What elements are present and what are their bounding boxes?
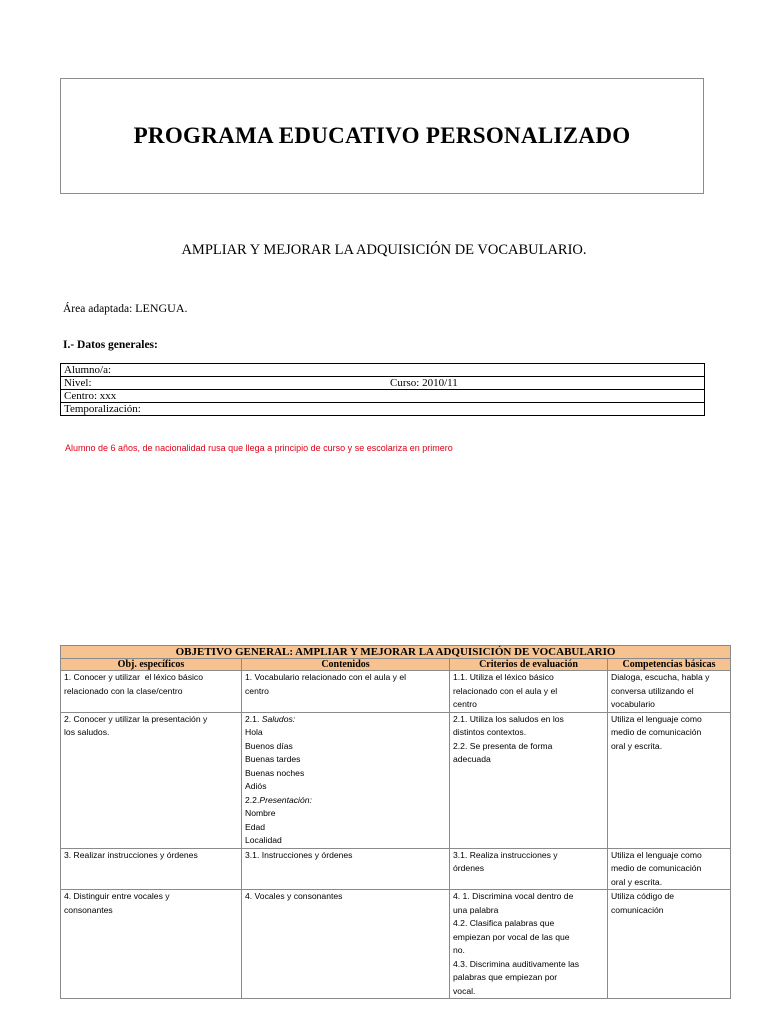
competencias-cell — [608, 712, 731, 848]
cell-line: centro — [245, 685, 269, 696]
temporalizacion-cell: Temporalización: — [61, 403, 705, 416]
presentacion-number: 2.2. — [245, 794, 260, 805]
list-item: Buenos días — [245, 740, 293, 751]
nivel-cell: Nivel: — [61, 377, 387, 390]
list-item: Hola — [245, 727, 263, 737]
general-objective-header: OBJETIVO GENERAL: AMPLIAR Y MEJORAR LA ADQUISICIÓN DE VOCABULARIO — [61, 646, 731, 659]
cell-line: oral y escrita. — [611, 876, 663, 887]
cell-line: oral y escrita. — [611, 740, 663, 751]
table-row — [61, 848, 731, 890]
cell-line: 1.1. Utiliza el léxico básico — [453, 672, 554, 682]
cell-line: Utiliza código de — [611, 891, 675, 901]
cell-line: vocal. — [453, 985, 476, 996]
table-row — [61, 712, 731, 848]
cell-line: medio de comunicación — [611, 863, 702, 873]
table-row — [61, 890, 731, 999]
presentacion-heading: Presentación: — [259, 794, 312, 805]
criterios-cell — [450, 671, 608, 713]
competencias-cell — [608, 848, 731, 890]
cell-line: 3. Realizar instrucciones y órdenes — [64, 849, 198, 860]
list-item: Buenas tardes — [245, 754, 301, 764]
cell-line: Utiliza el lenguaje como — [611, 849, 702, 860]
contenidos-cell — [242, 890, 450, 999]
objectives-table — [60, 645, 731, 999]
column-header: Obj. específicos — [61, 659, 242, 671]
cell-line: 2.2. Se presenta de forma — [453, 740, 553, 751]
alumno-cell: Alumno/a: — [61, 364, 705, 377]
table-header-row — [61, 659, 731, 671]
area-value: LENGUA. — [135, 301, 188, 315]
cell-line: adecuada — [453, 754, 491, 764]
section-heading: I.- Datos generales: — [63, 339, 158, 351]
cell-line: 2. Conocer y utilizar la presentación y — [64, 713, 208, 724]
cell-line: 4.2. Clasifica palabras que — [453, 918, 555, 928]
list-item: Buenas noches — [245, 767, 305, 778]
competencias-cell — [608, 671, 731, 713]
centro-cell: Centro: xxx — [61, 390, 705, 403]
area-adaptada — [63, 301, 187, 316]
saludos-number: 2.1. — [245, 713, 260, 724]
cell-line: 3.1. Realiza instrucciones y — [453, 849, 558, 860]
cell-line: 4.3. Discrimina auditivamente las — [453, 958, 580, 969]
criterios-cell — [450, 712, 608, 848]
table-row — [61, 364, 705, 377]
cell-line: conversa utilizando el — [611, 685, 694, 696]
cell-line: 4. Vocales y consonantes — [245, 891, 343, 901]
cell-line: centro — [453, 699, 477, 709]
competencias-cell — [608, 890, 731, 999]
list-item: Localidad — [245, 835, 282, 845]
cell-line: vocabulario — [611, 699, 655, 709]
column-header: Competencias básicas — [608, 659, 731, 671]
list-item: Edad — [245, 821, 266, 832]
cell-line: comunicación — [611, 904, 664, 915]
student-note: Alumno de 6 años, de nacionalidad rusa que llega a principio de curso y se escolariza en primero — [65, 443, 453, 453]
cell-line: Utiliza el lenguaje como — [611, 713, 702, 724]
cell-line: medio de comunicación — [611, 727, 702, 737]
cell-line: empiezan por vocal de las que — [453, 931, 570, 942]
general-data-table — [60, 363, 705, 416]
title-box — [60, 78, 704, 194]
criterios-cell — [450, 890, 608, 999]
cell-line: 3.1. Instrucciones y órdenes — [245, 849, 353, 860]
cell-line: Dialoga, escucha, habla y — [611, 672, 710, 682]
table-row — [61, 671, 731, 713]
table-row — [61, 646, 731, 659]
cell-line: 4. Distinguir entre vocales y — [64, 891, 170, 901]
area-label: Área adaptada: — [63, 303, 133, 315]
cell-line: consonantes — [64, 904, 113, 915]
obj-cell — [61, 890, 242, 999]
cell-line: 1. Conocer y utilizar el léxico básico — [64, 672, 203, 682]
contenidos-cell — [242, 848, 450, 890]
cell-line: distintos contextos. — [453, 727, 527, 737]
table-row — [61, 403, 705, 416]
cell-line: no. — [453, 945, 465, 955]
document-subtitle: AMPLIAR Y MEJORAR LA ADQUISICIÓN DE VOCABULARIO. — [181, 242, 587, 258]
obj-cell — [61, 712, 242, 848]
cell-line: los saludos. — [64, 727, 110, 737]
contenidos-cell — [242, 712, 450, 848]
saludos-heading: Saludos: — [261, 713, 296, 724]
obj-cell — [61, 848, 242, 890]
cell-line: relacionado con la clase/centro — [64, 685, 183, 696]
list-item: Nombre — [245, 808, 276, 818]
column-header: Criterios de evaluación — [450, 659, 608, 671]
table-row — [61, 377, 705, 390]
cell-line: relacionado con el aula y el — [453, 685, 558, 696]
curso-cell: Curso: 2010/11 — [387, 377, 705, 390]
contenidos-cell — [242, 671, 450, 713]
cell-line: órdenes — [453, 863, 485, 873]
list-item: Adiós — [245, 781, 267, 791]
cell-line: una palabra — [453, 904, 499, 915]
cell-line: 1. Vocabulario relacionado con el aula y el — [245, 672, 407, 682]
obj-cell — [61, 671, 242, 713]
criterios-cell — [450, 848, 608, 890]
cell-line: 4. 1. Discrimina vocal dentro de — [453, 891, 574, 901]
cell-line — [245, 713, 446, 727]
cell-line: palabras que empiezan por — [453, 972, 558, 982]
cell-line: 2.1. Utiliza los saludos en los — [453, 713, 564, 724]
table-row — [61, 390, 705, 403]
cell-line — [245, 794, 446, 808]
column-header: Contenidos — [242, 659, 450, 671]
document-title: PROGRAMA EDUCATIVO PERSONALIZADO — [133, 123, 631, 148]
